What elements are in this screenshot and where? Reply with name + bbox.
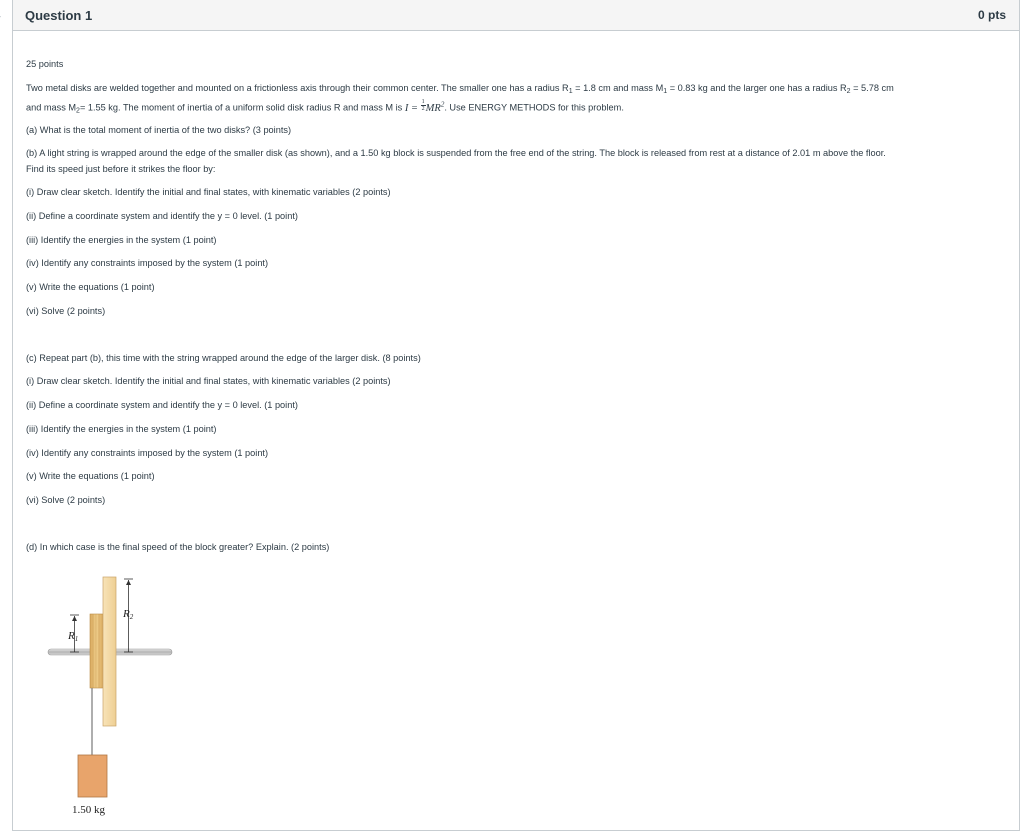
b-item: (iii) Identify the energies in the system (1 point) xyxy=(26,235,217,245)
small-disk xyxy=(90,614,103,688)
b-item: (ii) Define a coordinate system and identify the y = 0 level. (1 point) xyxy=(26,211,298,221)
b-item: (iv) Identify any constraints imposed by the system (1 point) xyxy=(26,258,269,268)
part-a: (a) What is the total moment of inertia of the two disks? (3 points) xyxy=(26,125,292,135)
intro-line-1: Two metal disks are welded together and mounted on a frictionless axis through their common center. The smaller one has a radius $R_1 = 1.8$ cm and mass $M_1 = 0.83$ kg and the larger one has a radius $R_2 = 5.78$ cm xyxy=(26,83,894,95)
left-gutter xyxy=(0,0,12,817)
r1-label: R1 xyxy=(68,630,79,643)
b-item: (vi) Solve (2 points) xyxy=(26,306,106,316)
points-line: 25 points xyxy=(26,59,64,69)
part-b-line-2: Find its speed just before it strikes the floor by: xyxy=(26,164,216,174)
c-item: (v) Write the equations (1 point) xyxy=(26,471,155,481)
c-item: (iii) Identify the energies in the system (1 point) xyxy=(26,424,217,434)
question-title: Question 1 xyxy=(25,8,93,23)
block-label: 1.50 kg xyxy=(72,804,105,816)
b-item: (v) Write the equations (1 point) xyxy=(26,282,155,292)
chevron-right-icon xyxy=(0,9,1,23)
c-item: (ii) Define a coordinate system and identify the y = 0 level. (1 point) xyxy=(26,400,298,410)
c-item: (i) Draw clear sketch. Identify the initial and final states, with kinematic variables (2 points) xyxy=(26,376,391,386)
part-d: (d) In which case is the final speed of the block greater? Explain. (2 points) xyxy=(26,542,330,552)
question-points: 0 pts xyxy=(977,8,1006,22)
part-b-line-1: (b) A light string is wrapped around the edge of the smaller disk (as shown), and a 1.50 kg block is suspended from the free end of the string. The block is released from rest at a distance of 2.01 m above the floor. xyxy=(26,148,886,158)
c-item: (vi) Solve (2 points) xyxy=(26,495,106,505)
question-header xyxy=(13,0,1019,31)
inertia-formula: I = $\frac{1}{2}$ $MR^2$ xyxy=(404,98,445,114)
block xyxy=(78,755,107,797)
c-item: (iv) Identify any constraints imposed by the system (1 point) xyxy=(26,448,269,458)
b-item: (i) Draw clear sketch. Identify the initial and final states, with kinematic variables (2 points) xyxy=(26,187,391,197)
part-c: (c) Repeat part (b), this time with the string wrapped around the edge of the larger disk. (8 points) xyxy=(26,353,421,363)
large-disk xyxy=(103,577,116,726)
question-card xyxy=(12,0,1020,831)
intro-line-2: and mass $M_2= 1.55$ kg. The moment of inertia of a uniform solid disk radius R and mass M is I = $\frac{1}{2}$ $MR^2$. Use ENERGY METHODS for this problem. xyxy=(26,98,624,115)
r2-label: R2 xyxy=(123,608,134,621)
disk-figure xyxy=(28,570,188,820)
